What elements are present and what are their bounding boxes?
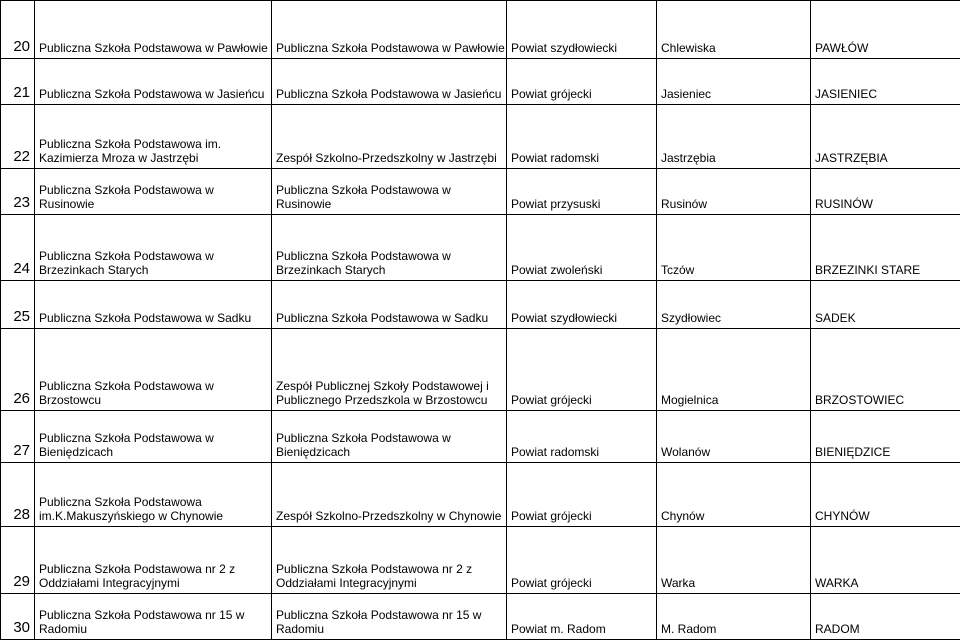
commune: Mogielnica bbox=[657, 329, 811, 411]
school-name: Publiczna Szkoła Podstawowa nr 15 w Radomiu bbox=[35, 594, 272, 640]
unit-name: Publiczna Szkoła Podstawowa nr 2 z Oddziałami Integracyjnymi bbox=[272, 527, 507, 594]
county: Powiat grójecki bbox=[507, 59, 657, 105]
row-number: 29 bbox=[1, 527, 35, 594]
school-name: Publiczna Szkoła Podstawowa w Rusinowie bbox=[35, 169, 272, 215]
unit-name: Zespół Szkolno-Przedszkolny w Chynowie bbox=[272, 463, 507, 527]
row-number: 26 bbox=[1, 329, 35, 411]
commune: Chlewiska bbox=[657, 1, 811, 59]
school-name: Publiczna Szkoła Podstawowa w Brzezinkach Starych bbox=[35, 215, 272, 281]
county: Powiat radomski bbox=[507, 411, 657, 463]
school-name: Publiczna Szkoła Podstawowa im.K.Makuszyńskiego w Chynowie bbox=[35, 463, 272, 527]
row-number: 30 bbox=[1, 594, 35, 640]
row-number: 22 bbox=[1, 105, 35, 169]
county: Powiat szydłowiecki bbox=[507, 281, 657, 329]
unit-name: Publiczna Szkoła Podstawowa w Bieniędzicach bbox=[272, 411, 507, 463]
row-number: 24 bbox=[1, 215, 35, 281]
county: Powiat grójecki bbox=[507, 527, 657, 594]
county: Powiat grójecki bbox=[507, 329, 657, 411]
unit-name: Zespół Publicznej Szkoły Podstawowej i Publicznego Przedszkola w Brzostowcu bbox=[272, 329, 507, 411]
unit-name: Publiczna Szkoła Podstawowa w Pawłowie bbox=[272, 1, 507, 59]
commune: Jasieniec bbox=[657, 59, 811, 105]
table-row bbox=[1, 411, 960, 463]
county: Powiat przysuski bbox=[507, 169, 657, 215]
table-row bbox=[1, 1, 960, 59]
table-row bbox=[1, 329, 960, 411]
table-body bbox=[1, 1, 960, 640]
table-row bbox=[1, 169, 960, 215]
locality: RUSINÓW bbox=[811, 169, 960, 215]
locality: WARKA bbox=[811, 527, 960, 594]
commune: Wolanów bbox=[657, 411, 811, 463]
school-name: Publiczna Szkoła Podstawowa w Pawłowie bbox=[35, 1, 272, 59]
commune: M. Radom bbox=[657, 594, 811, 640]
unit-name: Publiczna Szkoła Podstawowa nr 15 w Radomiu bbox=[272, 594, 507, 640]
unit-name: Publiczna Szkoła Podstawowa w Jasieńcu bbox=[272, 59, 507, 105]
county: Powiat zwoleński bbox=[507, 215, 657, 281]
school-name: Publiczna Szkoła Podstawowa im. Kazimierza Mroza w Jastrzębi bbox=[35, 105, 272, 169]
locality: RADOM bbox=[811, 594, 960, 640]
table-row bbox=[1, 527, 960, 594]
locality: SADEK bbox=[811, 281, 960, 329]
county: Powiat grójecki bbox=[507, 463, 657, 527]
county: Powiat m. Radom bbox=[507, 594, 657, 640]
county: Powiat szydłowiecki bbox=[507, 1, 657, 59]
commune: Tczów bbox=[657, 215, 811, 281]
table-row bbox=[1, 594, 960, 640]
row-number: 27 bbox=[1, 411, 35, 463]
locality: JASIENIEC bbox=[811, 59, 960, 105]
unit-name: Publiczna Szkoła Podstawowa w Sadku bbox=[272, 281, 507, 329]
county: Powiat radomski bbox=[507, 105, 657, 169]
table-row bbox=[1, 59, 960, 105]
school-name: Publiczna Szkoła Podstawowa w Jasieńcu bbox=[35, 59, 272, 105]
commune: Chynów bbox=[657, 463, 811, 527]
row-number: 21 bbox=[1, 59, 35, 105]
row-number: 28 bbox=[1, 463, 35, 527]
locality: BRZEZINKI STARE bbox=[811, 215, 960, 281]
unit-name: Zespół Szkolno-Przedszkolny w Jastrzębi bbox=[272, 105, 507, 169]
commune: Szydłowiec bbox=[657, 281, 811, 329]
row-number: 25 bbox=[1, 281, 35, 329]
school-name: Publiczna Szkoła Podstawowa w Sadku bbox=[35, 281, 272, 329]
table-row bbox=[1, 215, 960, 281]
table-row bbox=[1, 281, 960, 329]
unit-name: Publiczna Szkoła Podstawowa w Brzezinkach Starych bbox=[272, 215, 507, 281]
commune: Jastrzębia bbox=[657, 105, 811, 169]
row-number: 23 bbox=[1, 169, 35, 215]
commune: Warka bbox=[657, 527, 811, 594]
commune: Rusinów bbox=[657, 169, 811, 215]
row-number: 20 bbox=[1, 1, 35, 59]
unit-name: Publiczna Szkoła Podstawowa w Rusinowie bbox=[272, 169, 507, 215]
locality: JASTRZĘBIA bbox=[811, 105, 960, 169]
locality: BRZOSTOWIEC bbox=[811, 329, 960, 411]
locality: BIENIĘDZICE bbox=[811, 411, 960, 463]
table-row bbox=[1, 463, 960, 527]
table-row bbox=[1, 105, 960, 169]
locality: CHYNÓW bbox=[811, 463, 960, 527]
school-name: Publiczna Szkoła Podstawowa w Bieniędzicach bbox=[35, 411, 272, 463]
school-name: Publiczna Szkoła Podstawowa w Brzostowcu bbox=[35, 329, 272, 411]
school-name: Publiczna Szkoła Podstawowa nr 2 z Oddziałami Integracyjnymi bbox=[35, 527, 272, 594]
locality: PAWŁÓW bbox=[811, 1, 960, 59]
